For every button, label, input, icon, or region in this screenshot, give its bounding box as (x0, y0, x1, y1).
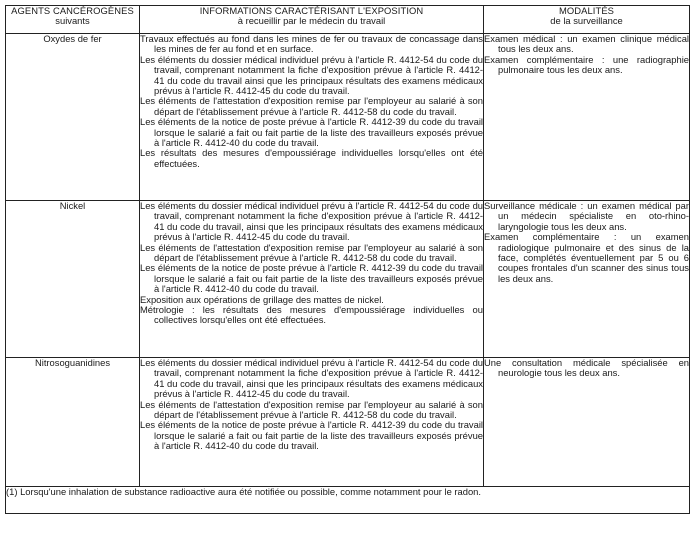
info-item: Les éléments du dossier médical individuel prévu à l'article R. 4412-54 du code du travail, comprenant notamment la fiche d'exposition prévue à l'article R. 4412-41 du code du travail, ainsi que les principaux résultats des examens médicaux prévus à l'article R. 4412-45 du code du travail. (140, 357, 483, 400)
info-item: Les résultats des mesures d'empoussiérage individuelles lorsqu'elles ont été effectuées. (140, 147, 483, 169)
info-item: Les éléments de la notice de poste prévue à l'article R. 4412-39 du code du travail lorsque le salarié a fait ou fait partie de la liste des travailleurs exposés prévue à l'article R. 4412-40 du code du travail. (140, 419, 483, 452)
info-item: Les éléments de l'attestation d'exposition remise par l'employeur au salarié à son départ de l'établissement prévue à l'article R. 4412-58 du code du travail. (140, 95, 483, 117)
agent-cell: Nitrosoguanidines (6, 358, 140, 487)
carcinogen-table (5, 5, 690, 514)
modalites-cell (484, 358, 690, 487)
info-cell (140, 34, 484, 201)
agent-cell: Nickel (6, 201, 140, 358)
table-row (6, 34, 690, 201)
info-item: Travaux effectués au fond dans les mines de fer ou travaux de concassage dans les mines de fer au fond et en surface. (140, 33, 483, 55)
modalites-cell (484, 201, 690, 358)
info-item: Les éléments du dossier médical individuel prévu à l'article R. 4412-54 du code du travail, comprenant notamment la fiche d'exposition prévue à l'article R. 4412-41 du code du travail, ainsi que les principaux résultats des examens médicaux prévus à l'article R. 4412-45 du code du travail. (140, 200, 483, 243)
info-item: Les éléments de l'attestation d'exposition remise par l'employeur au salarié à son départ de l'établissement prévue à l'article R. 4412-58 du code du travail. (140, 398, 483, 421)
modalite-item: Examen médical : un examen clinique médical tous les deux ans. (484, 33, 689, 55)
table-row (6, 358, 690, 487)
info-item: Les éléments de la notice de poste prévue à l'article R. 4412-39 du code du travail lorsque le salarié a fait ou fait partie de la liste des travailleurs exposés prévue à l'article R. 4412-40 du code du travail. (140, 116, 483, 149)
header-modalites-title: MODALITÉS (558, 5, 615, 16)
table-row (6, 201, 690, 358)
footnote-row (6, 487, 690, 514)
header-agents (6, 6, 140, 34)
info-item: Exposition aux opérations de grillage des mattes de nickel. (140, 293, 384, 305)
header-agents-subtitle: suivants (55, 15, 90, 27)
header-agents-title: AGENTS CANCÉROGÈNES (11, 5, 134, 16)
info-item: Les éléments de la notice de poste prévue à l'article R. 4412-39 du code du travail lorsque le salarié a fait ou fait partie de la liste des travailleurs exposés prévue à l'article R. 4412-40 du code du travail. (140, 262, 483, 295)
table-header-row (6, 6, 690, 34)
modalite-item: Examen complémentaire : une radiographie pulmonaire tous les deux ans. (484, 53, 689, 76)
info-item: Métrologie : les résultats des mesures d'empoussiérage individuelles ou collectives lorsqu'elles ont été effectuées. (140, 304, 483, 326)
header-informations-subtitle: à recueillir par le médecin du travail (237, 15, 386, 27)
header-informations-title: INFORMATIONS CARACTÉRISANT L'EXPOSITION (199, 5, 424, 16)
footnote: (1) Lorsqu'une inhalation de substance radioactive aura été notifiée ou possible, comme notamment pour le radon. (6, 487, 690, 514)
modalite-item: Surveillance médicale : un examen médical par un médecin spécialiste en oto-rhino-laryngologie tous les deux ans. (484, 200, 689, 232)
info-item: Les éléments de l'attestation d'exposition remise par l'employeur au salarié à son départ de l'établissement prévue à l'article R. 4412-58 du code du travail. (140, 241, 483, 264)
header-modalites (484, 6, 690, 34)
modalite-item: Une consultation médicale spécialisée en neurologie tous les deux ans. (484, 357, 689, 379)
info-cell (140, 201, 484, 358)
info-item: Les éléments du dossier médical individuel prévu à l'article R. 4412-54 du code du travail, comprenant notamment la fiche d'exposition prévue à l'article R. 4412-41 du code du travail ainsi que les principaux résultats des examens médicaux prévus à l'article R. 4412-45 du code du travail. (140, 53, 483, 97)
agent-cell: Oxydes de fer (6, 34, 140, 201)
modalite-item: Examen complémentaire : un examen radiologique pulmonaire et des sinus de la face, complétés éventuellement par 5 ou 6 coupes frontales d'un scanner des sinus tous les deux ans. (484, 231, 689, 284)
modalites-cell (484, 34, 690, 201)
header-modalites-subtitle: de la surveillance (550, 15, 623, 27)
header-informations (140, 6, 484, 34)
info-cell (140, 358, 484, 487)
